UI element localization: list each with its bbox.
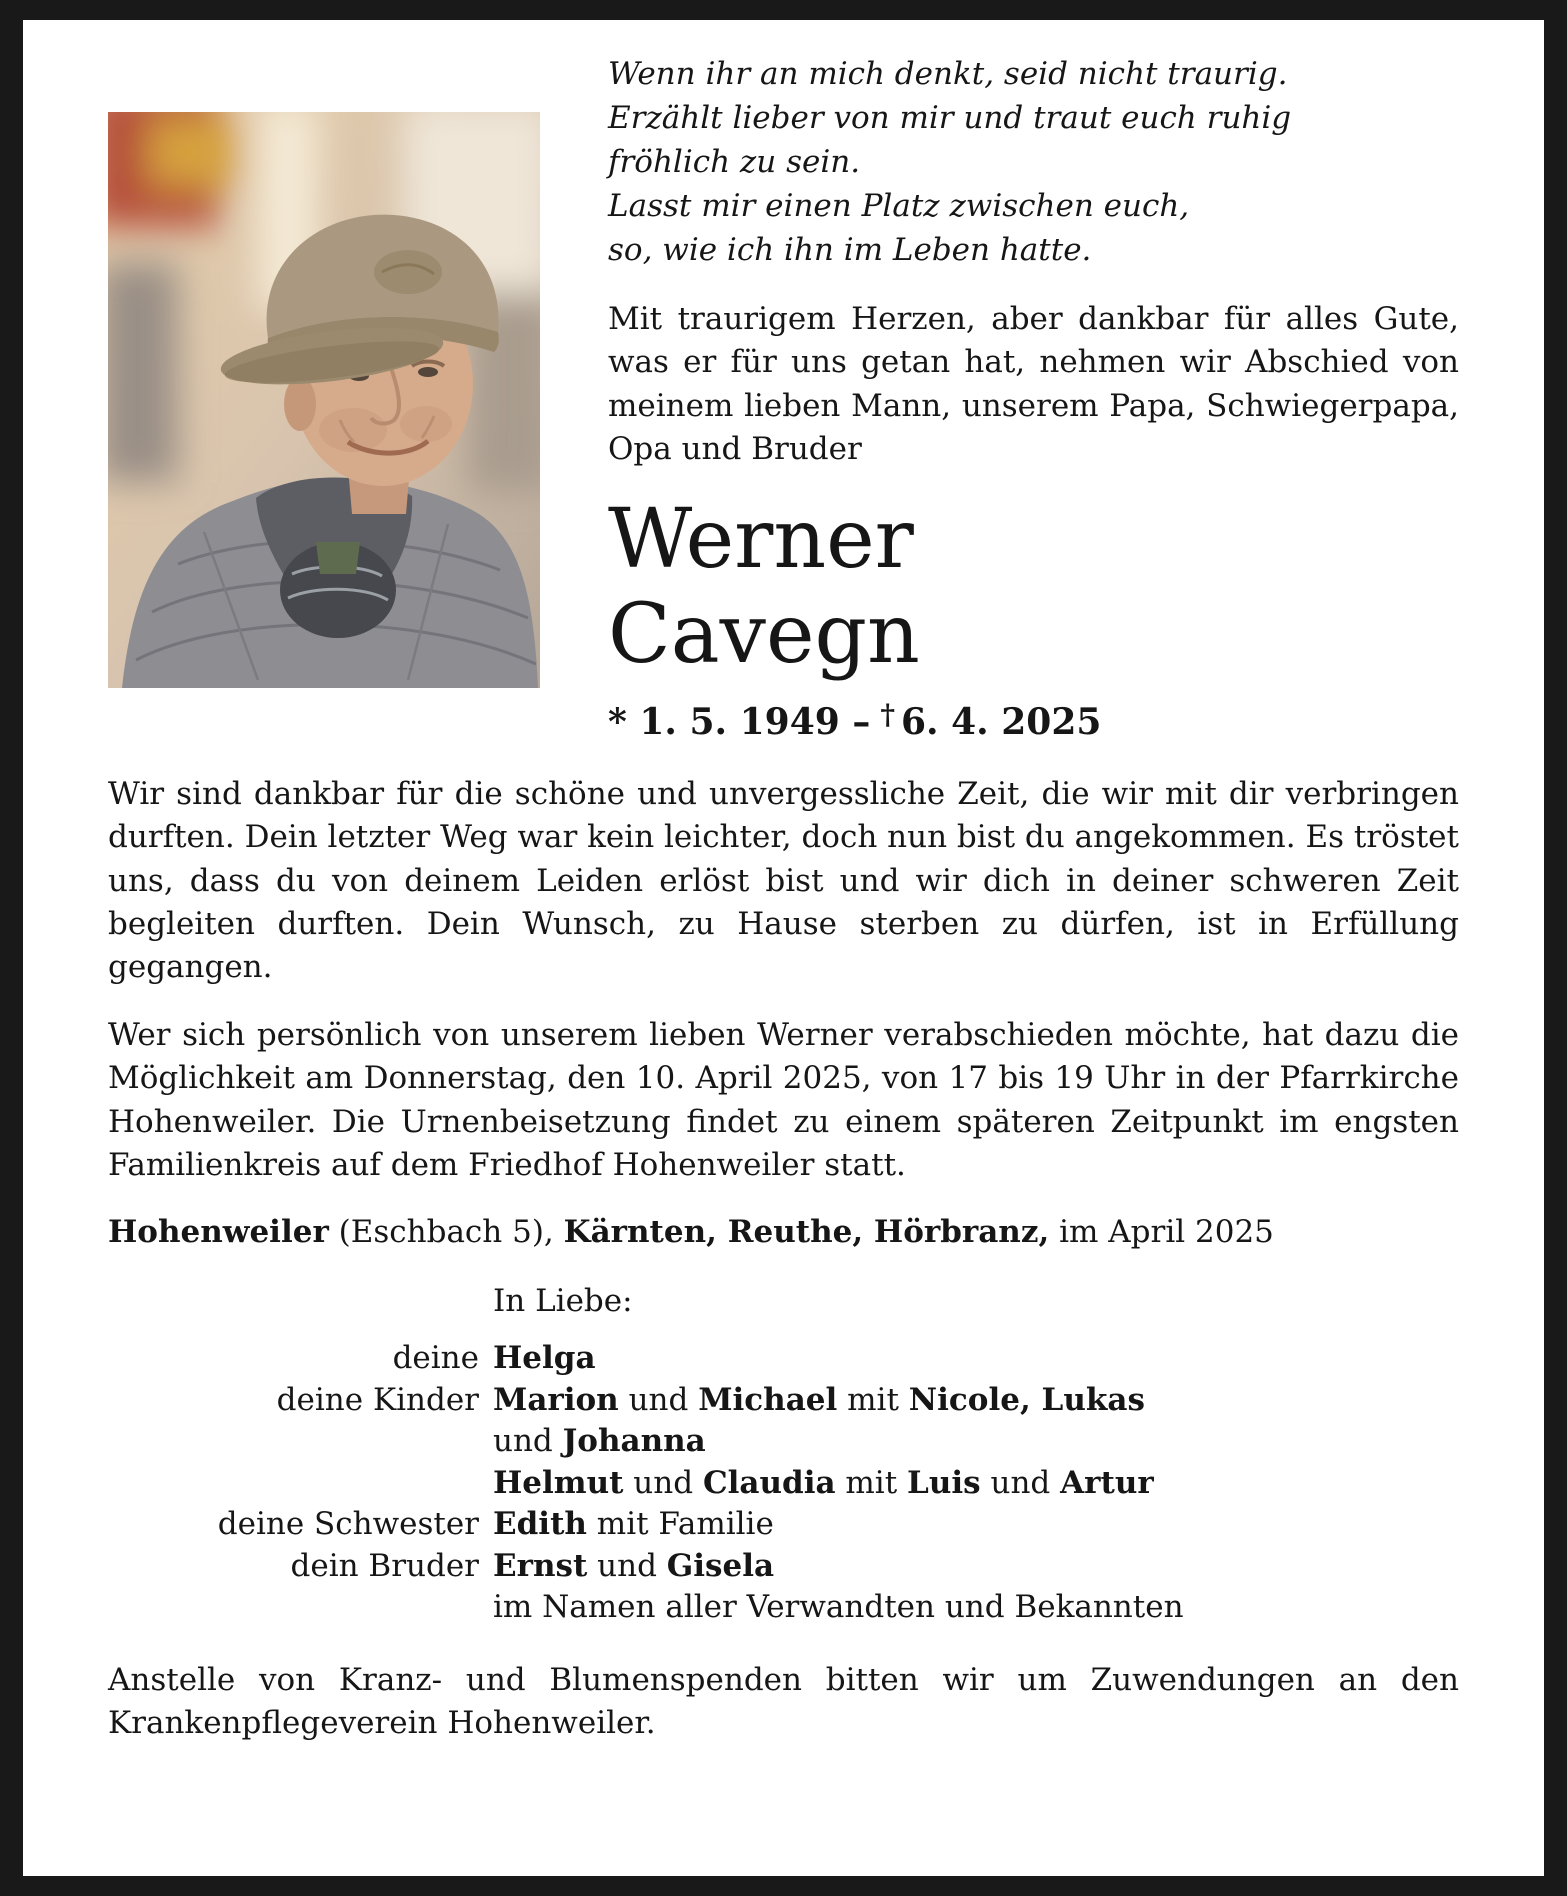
bold-segment: Artur	[1060, 1464, 1154, 1501]
location-line	[108, 1211, 1459, 1254]
text-segment: und	[587, 1547, 667, 1584]
family-relation-label: deine	[392, 1340, 479, 1377]
text-segment: (Eschbach 5),	[328, 1214, 564, 1251]
text-segment: und	[618, 1381, 699, 1418]
deceased-last-name: Cavegn	[608, 586, 920, 682]
family-names	[493, 1587, 1459, 1629]
in-liebe-row	[108, 1281, 1459, 1323]
text-segment: im April 2025	[1049, 1214, 1274, 1251]
text-segment: im Namen aller Verwandten und Bekannten	[493, 1589, 1184, 1626]
family-names	[493, 1504, 1459, 1546]
closing-paragraph: Anstelle von Kranz- und Blumenspenden bitten wir um Zuwendungen an den Krankenpflegeverein Hohenweiler.	[108, 1662, 1459, 1742]
family-names	[493, 1380, 1459, 1422]
family-block	[108, 1281, 1459, 1629]
bold-segment: Helmut	[493, 1464, 624, 1501]
family-names	[493, 1546, 1459, 1588]
text-segment: und	[623, 1464, 703, 1501]
poem	[608, 52, 1459, 272]
poem-line: Wenn ihr an mich denkt, seid nicht traurig.	[608, 56, 1288, 92]
poem-line: fröhlich zu sein.	[608, 144, 861, 181]
bold-segment: Marion	[493, 1381, 619, 1418]
family-relation-label	[108, 1463, 479, 1505]
poem-line: Lasst mir einen Platz zwischen euch,	[608, 188, 1190, 225]
family-relation-label	[108, 1421, 479, 1463]
death-date: 6. 4. 2025	[900, 700, 1102, 743]
bold-segment: Claudia	[702, 1464, 836, 1501]
family-row	[108, 1587, 1459, 1629]
tribute-paragraph: Wir sind dankbar für die schöne und unvergessliche Zeit, die wir mit dir verbringen durften. Dein letzter Weg war kein leichter, doch nun bist du angekommen. Es tröstet uns, dass du von deinem Leiden erlöst bist und wir dich in deiner schweren Zeit begleiten durften. Dein Wunsch, zu Hause sterben zu dürfen, ist in Erfüllung gegangen.	[108, 775, 1459, 986]
family-relation-label: deine Schwester	[217, 1506, 479, 1543]
poem-line: so, wie ich ihn im Leben hatte.	[608, 232, 1092, 269]
portrait-photo	[108, 112, 540, 688]
family-names	[493, 1421, 1459, 1463]
bold-segment: Luis	[907, 1464, 981, 1501]
family-relation-label: deine Kinder	[276, 1381, 479, 1418]
family-row	[108, 1504, 1459, 1546]
family-relation-label: dein Bruder	[290, 1547, 479, 1584]
family-row	[108, 1338, 1459, 1380]
life-dates	[608, 698, 1459, 743]
header-text-column	[540, 48, 1459, 743]
family-rows	[108, 1338, 1459, 1629]
deceased-first-name: Werner	[608, 491, 914, 587]
family-row	[108, 1546, 1459, 1588]
text-segment: mit Familie	[586, 1506, 774, 1543]
family-names	[493, 1463, 1459, 1505]
text-segment: und	[493, 1423, 563, 1460]
bold-segment: Nicole, Lukas	[908, 1381, 1145, 1418]
family-names	[493, 1338, 1459, 1380]
family-row	[108, 1463, 1459, 1505]
text-segment: mit	[837, 1381, 909, 1418]
intro-paragraph: Mit traurigem Herzen, aber dankbar für alles Gute, was er für uns getan hat, nehmen wir Abschied von meinem lieben Mann, unserem Papa, Schwiegerpapa, Opa und Bruder	[608, 301, 1459, 468]
cross-icon: †	[880, 697, 895, 731]
bold-segment: Hohenweiler	[108, 1214, 329, 1251]
bold-segment: Kärnten, Reuthe, Hörbranz,	[563, 1214, 1050, 1251]
text-segment: und	[980, 1464, 1061, 1501]
portrait-photo-illustration	[108, 112, 540, 688]
poem-line: Erzählt lieber von mir und traut euch ruhig	[608, 100, 1292, 137]
bold-segment: Johanna	[562, 1423, 706, 1460]
family-label	[108, 1281, 479, 1323]
family-relation-label	[108, 1587, 479, 1629]
bold-segment: Michael	[698, 1381, 838, 1418]
bold-segment: Ernst	[493, 1547, 588, 1584]
bold-segment: Helga	[493, 1340, 596, 1377]
in-liebe-text: In Liebe:	[493, 1282, 633, 1319]
family-row	[108, 1380, 1459, 1422]
top-section	[108, 48, 1459, 743]
deceased-name	[608, 492, 1459, 682]
bold-segment: Gisela	[666, 1547, 775, 1584]
bold-segment: Edith	[493, 1506, 587, 1543]
text-segment: mit	[835, 1464, 908, 1501]
farewell-info-paragraph: Wer sich persönlich von unserem lieben Werner verabschieden möchte, hat dazu die Möglichkeit am Donnerstag, den 10. April 2025, von 17 bis 19 Uhr in der Pfarrkirche Hohenweiler. Die Urnenbeisetzung findet zu einem späteren Zeitpunkt im engsten Familienkreis auf dem Friedhof Hohenweiler statt.	[108, 1016, 1459, 1183]
family-row	[108, 1421, 1459, 1463]
birth-date: * 1. 5. 1949 –	[608, 700, 871, 743]
